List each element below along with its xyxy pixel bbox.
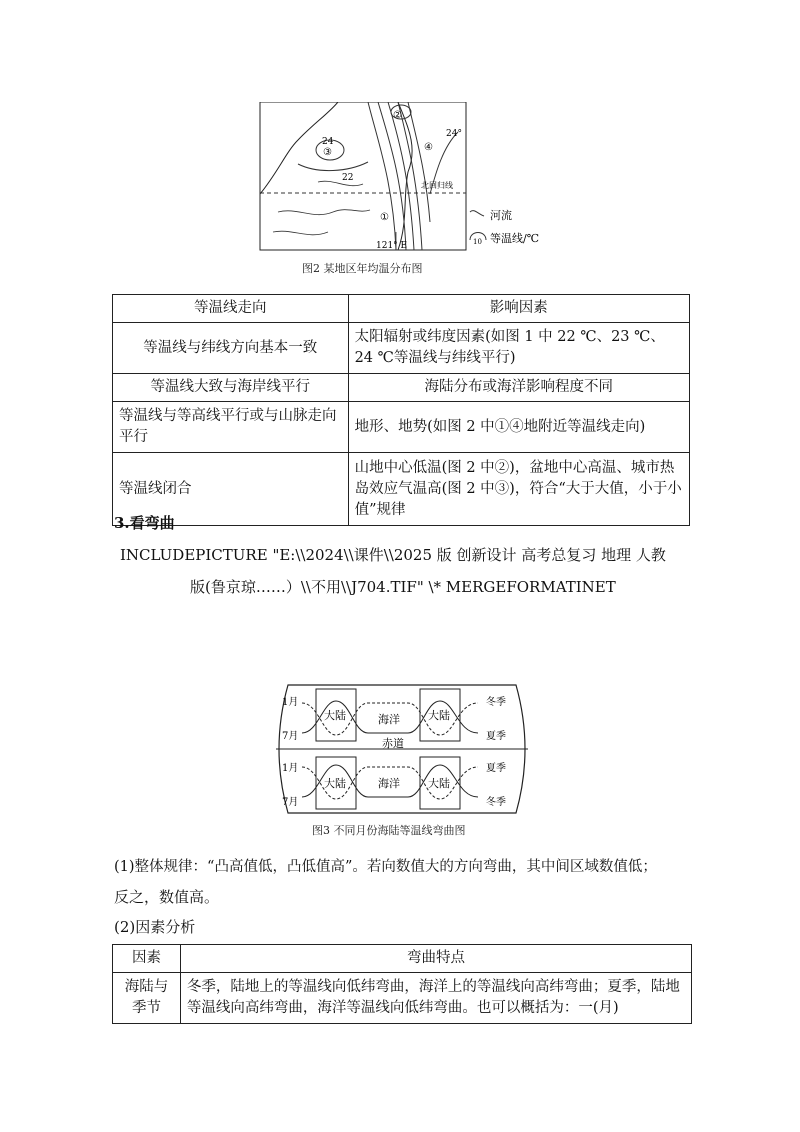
label-summer-north: 夏季 <box>486 731 506 742</box>
legend-river: 河流 <box>490 209 512 222</box>
label-land: 大陆 <box>324 777 346 790</box>
label-land: 大陆 <box>428 777 450 790</box>
label-summer-south: 夏季 <box>486 763 506 774</box>
label-ocean: 海洋 <box>378 713 400 726</box>
map-label-24-top: 24° <box>446 129 462 139</box>
map-label-22: 22 <box>342 173 354 183</box>
figure-2 <box>258 102 558 262</box>
figure-3-caption: 图3 不同月份海陆等温线弯曲图 <box>312 824 466 837</box>
table2-cell-feature: 冬季，陆地上的等温线向低纬弯曲，海洋上的等温线向高纬弯曲；夏季，陆地等温线向高纬弯曲，海洋等温线向低纬弯曲。也可以概括为：一(月) <box>180 973 691 1024</box>
paragraph-1-line-2: 反之，数值高。 <box>114 888 220 906</box>
isotherm-map <box>258 102 558 262</box>
table1-cell: 地形、地势(如图 2 中①④地附近等温线走向) <box>348 402 689 453</box>
include-field-line-2: 版(鲁京琼……）\\不用\\J704.TIF" \* MERGEFORMATINET <box>190 578 616 596</box>
include-field-line-1: INCLUDEPICTURE "E:\\2024\\课件\\2025 版 创新设计 高考总复习 地理 人教 <box>120 546 666 564</box>
table1-cell: 等温线与纬线方向基本一致 <box>113 323 349 374</box>
map-label-c1: ① <box>380 212 389 223</box>
label-winter-south: 冬季 <box>486 797 506 808</box>
figure-2-caption: 图2 某地区年均温分布图 <box>302 262 423 275</box>
map-label-24-left: 24 <box>322 137 334 147</box>
map-label-tropic: 北回归线 <box>421 181 453 190</box>
map-label-c4: ④ <box>424 142 433 153</box>
legend-isotherm-num: 10 <box>473 238 482 246</box>
map-label-c3: ③ <box>323 147 332 158</box>
label-jul-south: 7月 <box>282 797 299 808</box>
river-legend-icon <box>470 211 484 216</box>
table1-header-factor: 影响因素 <box>348 295 689 323</box>
label-jan-north: 1月 <box>282 697 299 708</box>
label-jul-north: 7月 <box>282 731 299 742</box>
label-jan-south: 1月 <box>282 763 299 774</box>
label-winter-north: 冬季 <box>486 697 506 708</box>
table2-header-factor: 因素 <box>113 945 181 973</box>
table1-cell: 太阳辐射或纬度因素(如图 1 中 22 ℃、23 ℃、24 ℃等温线与纬线平行) <box>348 323 689 374</box>
label-land: 大陆 <box>324 709 346 722</box>
figure-3 <box>268 683 536 815</box>
legend-isotherm: 等温线/℃ <box>490 232 540 245</box>
table2-cell-factor: 海陆与季节 <box>113 973 181 1024</box>
table1-cell: 等温线闭合 <box>113 453 349 526</box>
table1-cell: 山地中心低温(图 2 中②)，盆地中心高温、城市热岛效应气温高(图 2 中③)，符合“大于大值，小于小值”规律 <box>348 453 689 526</box>
map-label-c2: ② <box>393 110 402 121</box>
paragraph-1-line-1: (1)整体规律：“凸高值低，凸低值高”。若向数值大的方向弯曲，其中间区域数值低； <box>114 859 657 875</box>
factor-analysis-table <box>112 944 692 1024</box>
table2-header-feature: 弯曲特点 <box>180 945 691 973</box>
table1-header-direction: 等温线走向 <box>113 295 349 323</box>
table1-cell: 等温线大致与海岸线平行 <box>113 374 349 402</box>
table1-cell: 等温线与等高线平行或与山脉走向平行 <box>113 402 349 453</box>
table1-cell: 海陆分布或海洋影响程度不同 <box>348 374 689 402</box>
isotherm-bend-diagram <box>268 683 536 815</box>
map-label-lon: 121° E <box>376 241 408 251</box>
label-equator: 赤道 <box>382 737 404 750</box>
section-3-title: 3.看弯曲 <box>114 514 175 532</box>
label-land: 大陆 <box>428 709 450 722</box>
label-ocean: 海洋 <box>378 777 400 790</box>
isotherm-direction-table <box>112 294 690 526</box>
paragraph-2: (2)因素分析 <box>114 918 196 936</box>
